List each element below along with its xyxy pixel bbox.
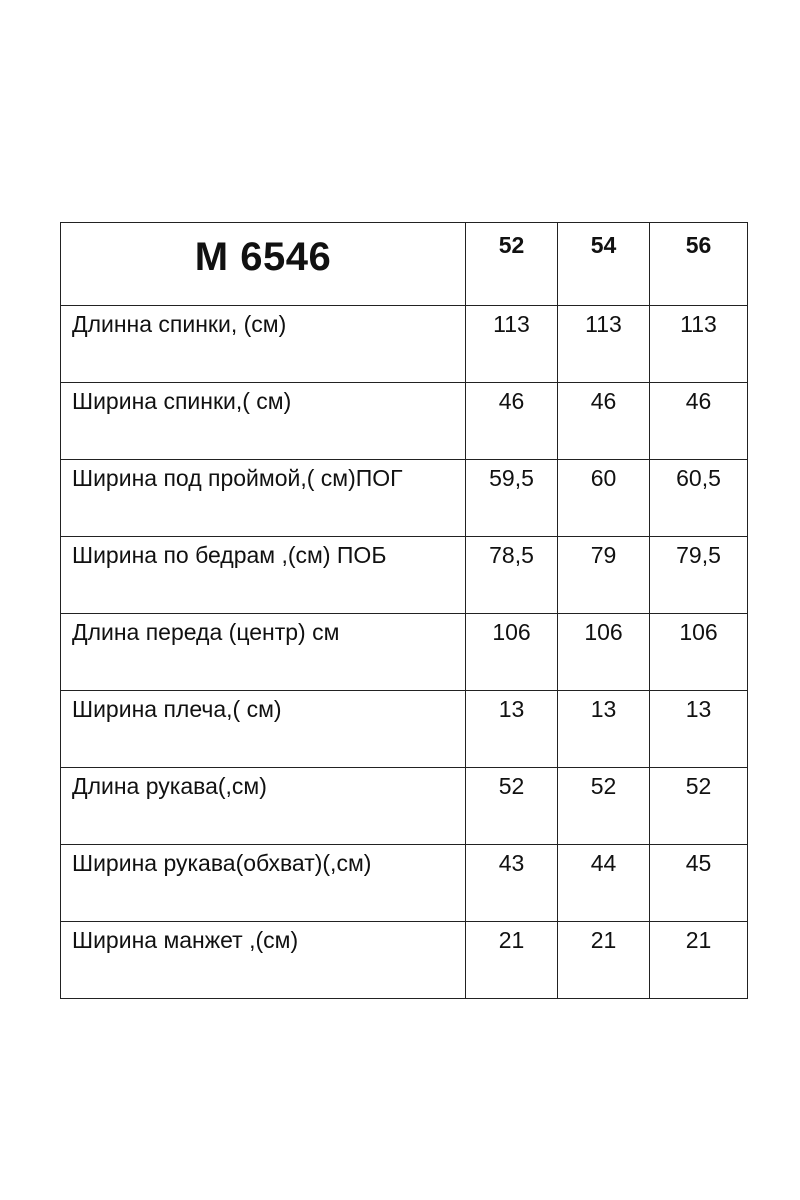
table-row: [61, 537, 748, 614]
measurement-value-size-54: 79: [558, 537, 650, 614]
measurement-value-size-54: 46: [558, 383, 650, 460]
measurement-label: Ширина под проймой,( см)ПОГ: [61, 460, 466, 537]
model-number: М 6546: [61, 223, 466, 306]
measurement-label: Длина рукава(,см): [61, 768, 466, 845]
table-row: [61, 845, 748, 922]
table-header-row: [61, 223, 748, 306]
measurement-label: Длина переда (центр) см: [61, 614, 466, 691]
measurement-value-size-56: 45: [650, 845, 748, 922]
measurement-value-size-56: 21: [650, 922, 748, 999]
measurement-value-size-56: 113: [650, 306, 748, 383]
measurement-value-size-52: 113: [466, 306, 558, 383]
measurement-value-size-54: 21: [558, 922, 650, 999]
measurement-value-size-56: 46: [650, 383, 748, 460]
measurement-value-size-54: 60: [558, 460, 650, 537]
table-row: [61, 768, 748, 845]
size-header-52: 52: [466, 223, 558, 306]
measurement-value-size-56: 52: [650, 768, 748, 845]
measurement-value-size-52: 52: [466, 768, 558, 845]
measurement-value-size-52: 21: [466, 922, 558, 999]
measurement-value-size-54: 13: [558, 691, 650, 768]
size-chart-table: [60, 222, 748, 999]
measurement-value-size-52: 43: [466, 845, 558, 922]
measurement-value-size-56: 106: [650, 614, 748, 691]
measurement-label: Ширина манжет ,(см): [61, 922, 466, 999]
measurement-label: Ширина плеча,( см): [61, 691, 466, 768]
measurement-value-size-56: 13: [650, 691, 748, 768]
measurement-label: Ширина рукава(обхват)(,см): [61, 845, 466, 922]
measurement-value-size-54: 44: [558, 845, 650, 922]
table-row: [61, 614, 748, 691]
table-row: [61, 383, 748, 460]
table-row: [61, 691, 748, 768]
measurement-value-size-52: 78,5: [466, 537, 558, 614]
table-row: [61, 306, 748, 383]
measurement-value-size-52: 46: [466, 383, 558, 460]
measurement-label: Ширина по бедрам ,(см) ПОБ: [61, 537, 466, 614]
table-row: [61, 922, 748, 999]
table-row: [61, 460, 748, 537]
measurement-value-size-54: 52: [558, 768, 650, 845]
measurement-value-size-56: 79,5: [650, 537, 748, 614]
measurement-label: Ширина спинки,( см): [61, 383, 466, 460]
size-header-56: 56: [650, 223, 748, 306]
measurement-value-size-56: 60,5: [650, 460, 748, 537]
measurement-value-size-52: 59,5: [466, 460, 558, 537]
measurement-value-size-52: 13: [466, 691, 558, 768]
measurement-value-size-54: 113: [558, 306, 650, 383]
size-header-54: 54: [558, 223, 650, 306]
measurement-value-size-54: 106: [558, 614, 650, 691]
measurement-value-size-52: 106: [466, 614, 558, 691]
measurement-label: Длинна спинки, (см): [61, 306, 466, 383]
